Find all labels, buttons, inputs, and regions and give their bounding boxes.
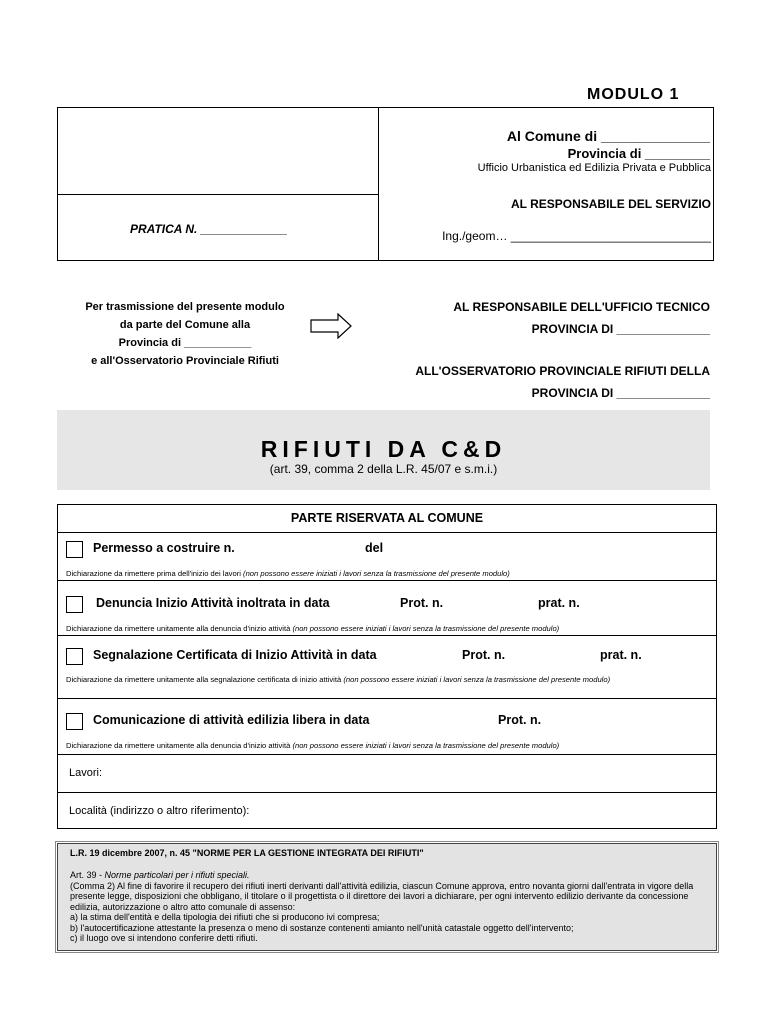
provincia-field[interactable]: Provincia di _________ xyxy=(567,146,710,161)
row-divider xyxy=(58,635,716,636)
law-item-c: c) il luogo ove si intendono conferire detti rifiuti. xyxy=(70,933,258,943)
trasmissione-block xyxy=(60,298,310,370)
scia-prot-label: Prot. n. xyxy=(462,648,506,662)
dia-prat-label: prat. n. xyxy=(538,596,580,610)
cil-prot-label: Prot. n. xyxy=(498,713,542,727)
row-divider xyxy=(58,698,716,699)
scia-note: Dichiarazione da rimettere unitamente alla segnalazione certificata di inizio attività (non possono essere iniziati i lavori senza la trasmissione del presente modulo) xyxy=(66,675,611,684)
cil-note: Dichiarazione da rimettere unitamente alla denuncia d'inizio attività (non possono essere iniziati i lavori senza la trasmissione del presente modulo) xyxy=(66,741,560,750)
scia-checkbox[interactable] xyxy=(66,648,83,665)
law-item-a: a) la stima dell'entità e della tipologia dei rifiuti che si producono ivi compresa; xyxy=(70,912,380,922)
ing-geom-field[interactable]: Ing./geom… ______________________________ xyxy=(442,229,711,243)
row-divider xyxy=(58,580,716,581)
header-divider-vertical xyxy=(378,108,379,260)
law-article: Art. 39 - Norme particolari per i rifiuti speciali. xyxy=(70,870,250,880)
destinatari-block xyxy=(370,296,710,404)
law-title: L.R. 19 dicembre 2007, n. 45 "NORME PER LA GESTIONE INTEGRATA DEI RIFIUTI" xyxy=(70,848,424,858)
pratica-number-field[interactable]: PRATICA N. _____________ xyxy=(130,222,288,236)
ufficio-label: Ufficio Urbanistica ed Edilizia Privata e Pubblica xyxy=(477,162,711,174)
trasmissione-line[interactable]: Provincia di ___________ xyxy=(118,337,252,349)
trasmissione-line: e all'Osservatorio Provinciale Rifiuti xyxy=(91,355,279,367)
dia-label: Denuncia Inizio Attività inoltrata in data xyxy=(96,596,330,610)
scia-prat-label: prat. n. xyxy=(600,648,642,662)
destinatario-line[interactable]: PROVINCIA DI ______________ xyxy=(531,322,710,336)
law-item-b: b) l'autocertificazione attestante la presenza o meno di sostanze contenenti amianto nell'unità catastale oggetto dell'intervento; xyxy=(70,922,574,933)
header-divider-horizontal xyxy=(58,194,378,195)
cil-checkbox[interactable] xyxy=(66,713,83,730)
permesso-del-label: del xyxy=(365,541,384,555)
trasmissione-line: Per trasmissione del presente modulo xyxy=(85,301,285,313)
law-body xyxy=(70,870,710,944)
destinatario-line: AL RESPONSABILE DELL'UFFICIO TECNICO xyxy=(453,300,710,314)
form-number: MODULO 1 xyxy=(587,86,680,103)
arrow-right-icon xyxy=(310,313,352,339)
row-divider xyxy=(58,754,716,755)
permesso-checkbox[interactable] xyxy=(66,541,83,558)
parte-riservata-heading: PARTE RISERVATA AL COMUNE xyxy=(290,511,484,525)
permesso-label: Permesso a costruire n. xyxy=(93,541,235,555)
destinatario-line[interactable]: PROVINCIA DI ______________ xyxy=(531,386,710,400)
row-divider xyxy=(58,792,716,793)
dia-prot-label: Prot. n. xyxy=(400,596,444,610)
comune-field[interactable]: Al Comune di ______________ xyxy=(506,128,710,144)
row-divider xyxy=(58,532,716,533)
responsabile-label: AL RESPONSABILE DEL SERVIZIO xyxy=(510,197,711,211)
document-subtitle: (art. 39, comma 2 della L.R. 45/07 e s.m.i.) xyxy=(269,462,498,476)
cil-label: Comunicazione di attività edilizia libera in data xyxy=(93,713,370,727)
dia-note: Dichiarazione da rimettere unitamente alla denuncia d'inizio attività (non possono essere iniziati i lavori senza la trasmissione del presente modulo) xyxy=(66,624,560,633)
lavori-field[interactable]: Lavori: xyxy=(69,767,103,779)
law-paragraph: (Comma 2) Al fine di favorire il recupero dei rifiuti inerti derivanti dall'attività edilizia, ciascun Comune approva, entro novanta giorni dall'entrata in vigore della presente legge, disposizioni che obbligano, il titolare o il progettista o il direttore dei lavori a dichiarare, per ogni intervento edilizio derivante da concessione edilizia, autorizzazione o altro atto comunale di assenso: xyxy=(70,880,694,912)
destinatario-line: ALL'OSSERVATORIO PROVINCIALE RIFIUTI DELLA xyxy=(415,364,710,378)
dia-checkbox[interactable] xyxy=(66,596,83,613)
trasmissione-line: da parte del Comune alla xyxy=(119,319,251,331)
document-title: RIFIUTI DA C&D xyxy=(260,436,507,462)
localita-field[interactable]: Località (indirizzo o altro riferimento): xyxy=(69,805,250,817)
scia-label: Segnalazione Certificata di Inizio Attività in data xyxy=(93,648,377,662)
permesso-note: Dichiarazione da rimettere prima dell'inizio dei lavori (non possono essere iniziati i lavori senza la trasmissione del presente modulo) xyxy=(66,569,510,578)
